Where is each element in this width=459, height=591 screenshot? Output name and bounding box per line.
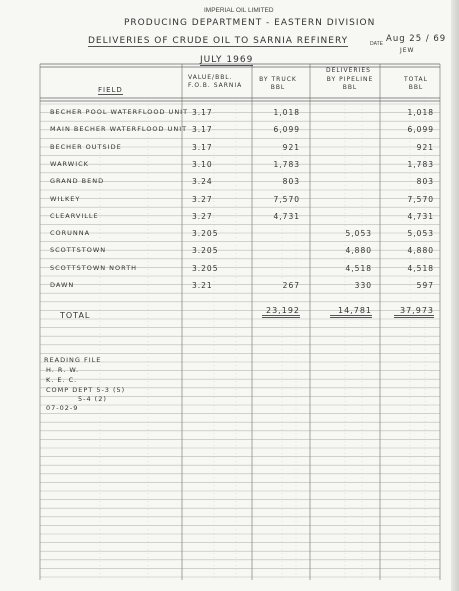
column-header-truck: BY TRUCK BBL <box>259 76 297 91</box>
date-label: DATE <box>370 41 383 47</box>
row-field: SCOTTSTOWN <box>50 246 107 255</box>
distribution-line-1: H. R. W. <box>46 366 80 374</box>
row-field: WILKEY <box>50 194 81 203</box>
distribution-line-3: COMP DEPT 5-3 (5) <box>46 386 126 394</box>
date-value: Aug 25 / 69 <box>386 34 447 44</box>
row-value: 3.17 <box>192 125 213 135</box>
row-field: SCOTTSTOWN NORTH <box>50 263 138 272</box>
row-truck: 7,570 <box>273 194 300 204</box>
row-truck: 6,099 <box>273 125 300 135</box>
row-value: 3.24 <box>192 177 213 187</box>
row-value: 3.21 <box>192 281 213 290</box>
total-total: 37,973 <box>394 306 434 318</box>
row-total: 5,053 <box>407 229 434 239</box>
row-value: 3.17 <box>192 108 213 117</box>
row-field: GRAND BEND <box>50 177 105 186</box>
signature-initials: JEW <box>400 47 415 54</box>
column-header-value: VALUE/BBL. F.O.B. SARNIA <box>188 74 243 89</box>
row-truck: 4,731 <box>273 211 300 221</box>
row-field: BECHER OUTSIDE <box>50 142 122 151</box>
row-field: MAIN BECHER WATERFLOOD UNIT <box>50 125 188 134</box>
report-title: DELIVERIES OF CRUDE OIL TO SARNIA REFINERY <box>88 36 349 46</box>
row-value: 3.205 <box>192 263 219 273</box>
distribution-line-5: 07-02-9 <box>46 404 79 412</box>
distribution-heading: READING FILE <box>44 356 102 364</box>
distribution-line-4: 5-4 (2) <box>78 395 107 403</box>
department-title: PRODUCING DEPARTMENT - EASTERN DIVISION <box>124 18 376 28</box>
row-total: 803 <box>416 177 434 187</box>
page-edge-shadow <box>451 0 459 591</box>
row-value: 3.27 <box>192 211 213 221</box>
distribution-line-2: K. E. C. <box>46 376 78 384</box>
row-total: 4,518 <box>407 263 434 273</box>
column-header-total: TOTAL BBL <box>403 76 429 91</box>
row-total: 4,731 <box>407 211 434 221</box>
row-pipeline: 330 <box>354 281 372 290</box>
row-truck: 1,018 <box>273 108 300 117</box>
row-field: CLEARVILLE <box>50 211 99 220</box>
row-pipeline: 5,053 <box>345 229 372 239</box>
column-header-field: FIELD <box>98 86 123 94</box>
company-name: IMPERIAL OIL LIMITED <box>204 7 274 14</box>
row-field: CORUNNA <box>50 229 91 238</box>
row-total: 597 <box>416 281 434 290</box>
row-truck: 267 <box>282 281 300 290</box>
row-value: 3.205 <box>192 246 219 256</box>
total-pipeline: 14,781 <box>330 306 372 318</box>
row-pipeline: 4,518 <box>345 263 372 273</box>
row-field: BECHER POOL WATERFLOOD UNIT <box>50 108 189 116</box>
row-value: 3.27 <box>192 194 213 204</box>
column-header-pipeline: BY PIPELINE BBL <box>326 76 374 91</box>
row-value: 3.205 <box>192 229 219 239</box>
row-total: 6,099 <box>407 125 434 135</box>
total-label: TOTAL <box>60 311 91 320</box>
row-value: 3.10 <box>192 159 213 169</box>
row-field: DAWN <box>50 281 75 289</box>
column-header-deliveries: DELIVERIES <box>326 67 371 74</box>
row-total: 1,018 <box>407 108 434 117</box>
row-total: 4,880 <box>407 246 434 256</box>
row-truck: 1,783 <box>273 159 300 169</box>
row-total: 1,783 <box>407 159 434 169</box>
row-field: WARWICK <box>50 159 89 168</box>
row-pipeline: 4,880 <box>345 246 372 256</box>
row-truck: 921 <box>282 142 300 152</box>
total-truck: 23,192 <box>262 306 300 318</box>
row-value: 3.17 <box>192 142 213 152</box>
row-total: 7,570 <box>407 194 434 204</box>
row-truck: 803 <box>282 177 300 187</box>
row-total: 921 <box>416 142 434 152</box>
report-month: JULY 1969 <box>200 55 254 65</box>
